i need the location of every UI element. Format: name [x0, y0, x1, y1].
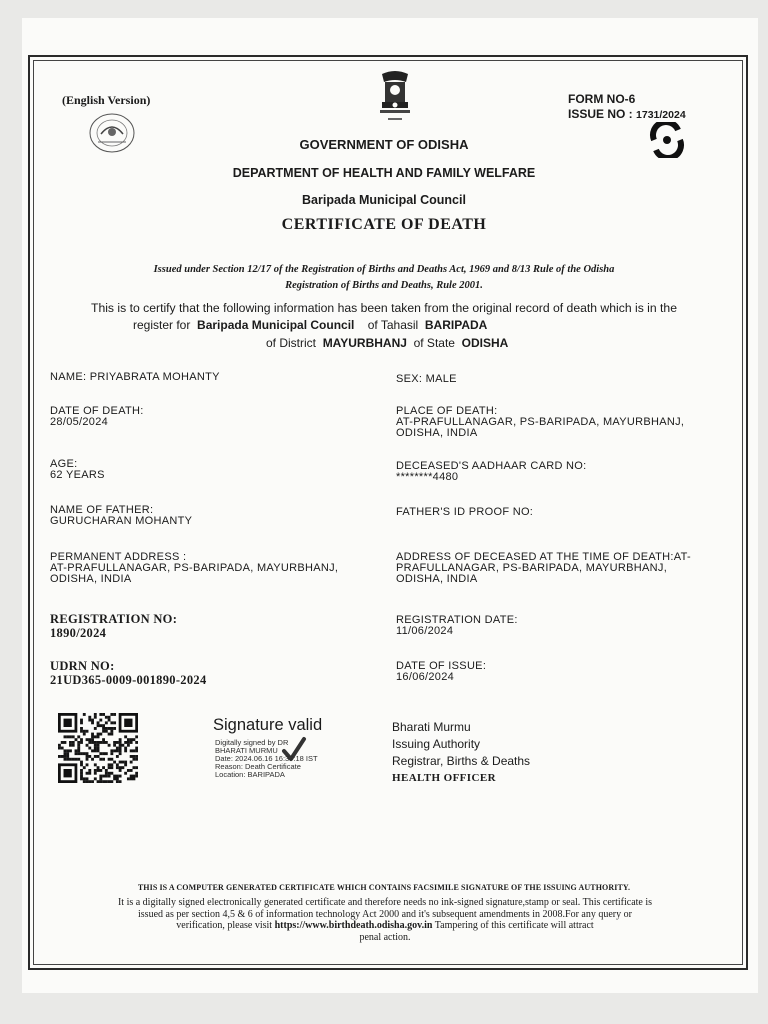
- state-value: ODISHA: [461, 336, 509, 350]
- place-of-death-line-2: ODISHA, INDIA: [396, 427, 478, 439]
- issue-number-label: ISSUE NO :: [568, 107, 633, 121]
- statute-line-1: Issued under Section 12/17 of the Registration of Births and Deaths Act, 1969 and 8/13 Rule of the Odisha: [153, 264, 615, 275]
- issue-number: [568, 107, 686, 121]
- register-council: Baripada Municipal Council: [197, 318, 355, 332]
- footer-disclaimer: [40, 897, 730, 943]
- footer-line-1: It is a digitally signed electronically generated certificate and therefore needs no ink-signed signature,stamp or seal. This certificate is: [117, 897, 653, 908]
- signature-details: [215, 739, 318, 779]
- death-address-line-3: ODISHA, INDIA: [396, 573, 478, 585]
- aadhaar-value: ********4480: [396, 471, 459, 483]
- district-text: of District: [266, 336, 317, 350]
- verification-link[interactable]: https://www.birthdeath.odisha.gov.in: [274, 920, 433, 931]
- tahasil-text: of Tahasil: [367, 318, 419, 332]
- signature-valid-status: Signature valid: [213, 716, 323, 734]
- issue-number-value: 1731/2024: [636, 109, 686, 121]
- signature-reason: Reason: Death Certificate: [215, 762, 301, 771]
- district-line: [266, 336, 508, 350]
- date-of-death-value: 28/05/2024: [50, 416, 109, 428]
- death-address-line-2: PRAFULLANAGAR, PS-BARIPADA, MAYURBHANJ,: [396, 562, 668, 574]
- sex-field: SEX: MALE: [396, 373, 457, 385]
- signature-signer: BHARATI MURMU: [215, 746, 278, 755]
- issuing-authority: [392, 719, 530, 787]
- authority-officer: HEALTH OFFICER: [392, 772, 496, 784]
- computer-generated-notice: THIS IS A COMPUTER GENERATED CERTIFICATE WHICH CONTAINS FACSIMILE SIGNATURE OF THE ISSUING AUTHORITY.: [137, 883, 631, 892]
- department-title: DEPARTMENT OF HEALTH AND FAMILY WELFARE: [232, 166, 536, 180]
- date-of-issue-value: 16/06/2024: [396, 671, 455, 683]
- udrn-label: UDRN NO:: [50, 659, 115, 673]
- national-emblem-icon: [374, 68, 416, 126]
- registration-no-label: REGISTRATION NO:: [50, 612, 178, 626]
- qr-code[interactable]: [58, 713, 138, 783]
- date-of-issue-label: DATE OF ISSUE:: [396, 660, 487, 672]
- place-of-death-line-1: AT-PRAFULLANAGAR, PS-BARIPADA, MAYURBHANJ,: [396, 416, 685, 428]
- footer-line-3: [40, 920, 730, 932]
- permanent-address-line-2: ODISHA, INDIA: [50, 573, 132, 585]
- death-address-line-1: ADDRESS OF DECEASED AT THE TIME OF DEATH:AT-: [396, 551, 691, 563]
- registration-date-value: 11/06/2024: [396, 625, 454, 637]
- authority-name: Bharati Murmu: [392, 720, 471, 734]
- father-id-proof-label: FATHER'S ID PROOF NO:: [396, 506, 534, 518]
- permanent-address-line-1: AT-PRAFULLANAGAR, PS-BARIPADA, MAYURBHANJ,: [50, 562, 339, 574]
- certify-statement: This is to certify that the following information has been taken from the original record of death which is in the: [91, 301, 677, 315]
- certificate-title: CERTIFICATE OF DEATH: [281, 216, 487, 233]
- date-of-death-label: DATE OF DEATH:: [50, 405, 144, 417]
- register-line: [133, 318, 487, 332]
- council-title: Baripada Municipal Council: [302, 193, 466, 207]
- authority-registrar: Registrar, Births & Deaths: [392, 754, 531, 768]
- signature-date: Date: 2024.06.16 16:37:18 IST: [215, 754, 318, 763]
- father-name-label: NAME OF FATHER:: [50, 504, 154, 516]
- statute-line-2: Registration of Births and Deaths, Rule 2001.: [285, 280, 483, 291]
- father-name-value: GURUCHARAN MOHANTY: [50, 515, 193, 527]
- deceased-name: NAME: PRIYABRATA MOHANTY: [50, 371, 220, 383]
- place-of-death-label: PLACE OF DEATH:: [396, 405, 498, 417]
- form-number: FORM NO-6: [568, 92, 636, 106]
- footer-verify-text: verification, please visit: [176, 920, 273, 931]
- authority-role: Issuing Authority: [392, 737, 481, 751]
- registration-date-label: REGISTRATION DATE:: [396, 614, 518, 626]
- signature-signed-by: Digitally signed by DR: [215, 738, 289, 747]
- footer-line-4: penal action.: [359, 931, 411, 943]
- footer-line-2: issued as per section 4,5 & 6 of information technology Act 2000 and it's subsequent amendments in 2008.For any query or: [138, 908, 632, 920]
- tahasil-value: BARIPADA: [424, 318, 488, 332]
- register-for-text: register for: [133, 318, 191, 332]
- permanent-address-label: PERMANENT ADDRESS :: [50, 551, 187, 563]
- district-value: MAYURBHANJ: [322, 336, 407, 350]
- state-text: of State: [413, 336, 455, 350]
- udrn-value: 21UD365-0009-001890-2024: [50, 673, 207, 687]
- government-title: GOVERNMENT OF ODISHA: [299, 137, 469, 152]
- signature-location: Location: BARIPADA: [215, 770, 285, 779]
- registration-no-value: 1890/2024: [50, 626, 107, 640]
- footer-tamper-text: Tampering of this certificate will attract: [434, 920, 594, 931]
- aadhaar-label: DECEASED'S AADHAAR CARD NO:: [396, 460, 587, 472]
- language-version: (English Version): [62, 93, 151, 107]
- age-value: 62 YEARS: [50, 469, 105, 481]
- age-label: AGE:: [50, 458, 78, 470]
